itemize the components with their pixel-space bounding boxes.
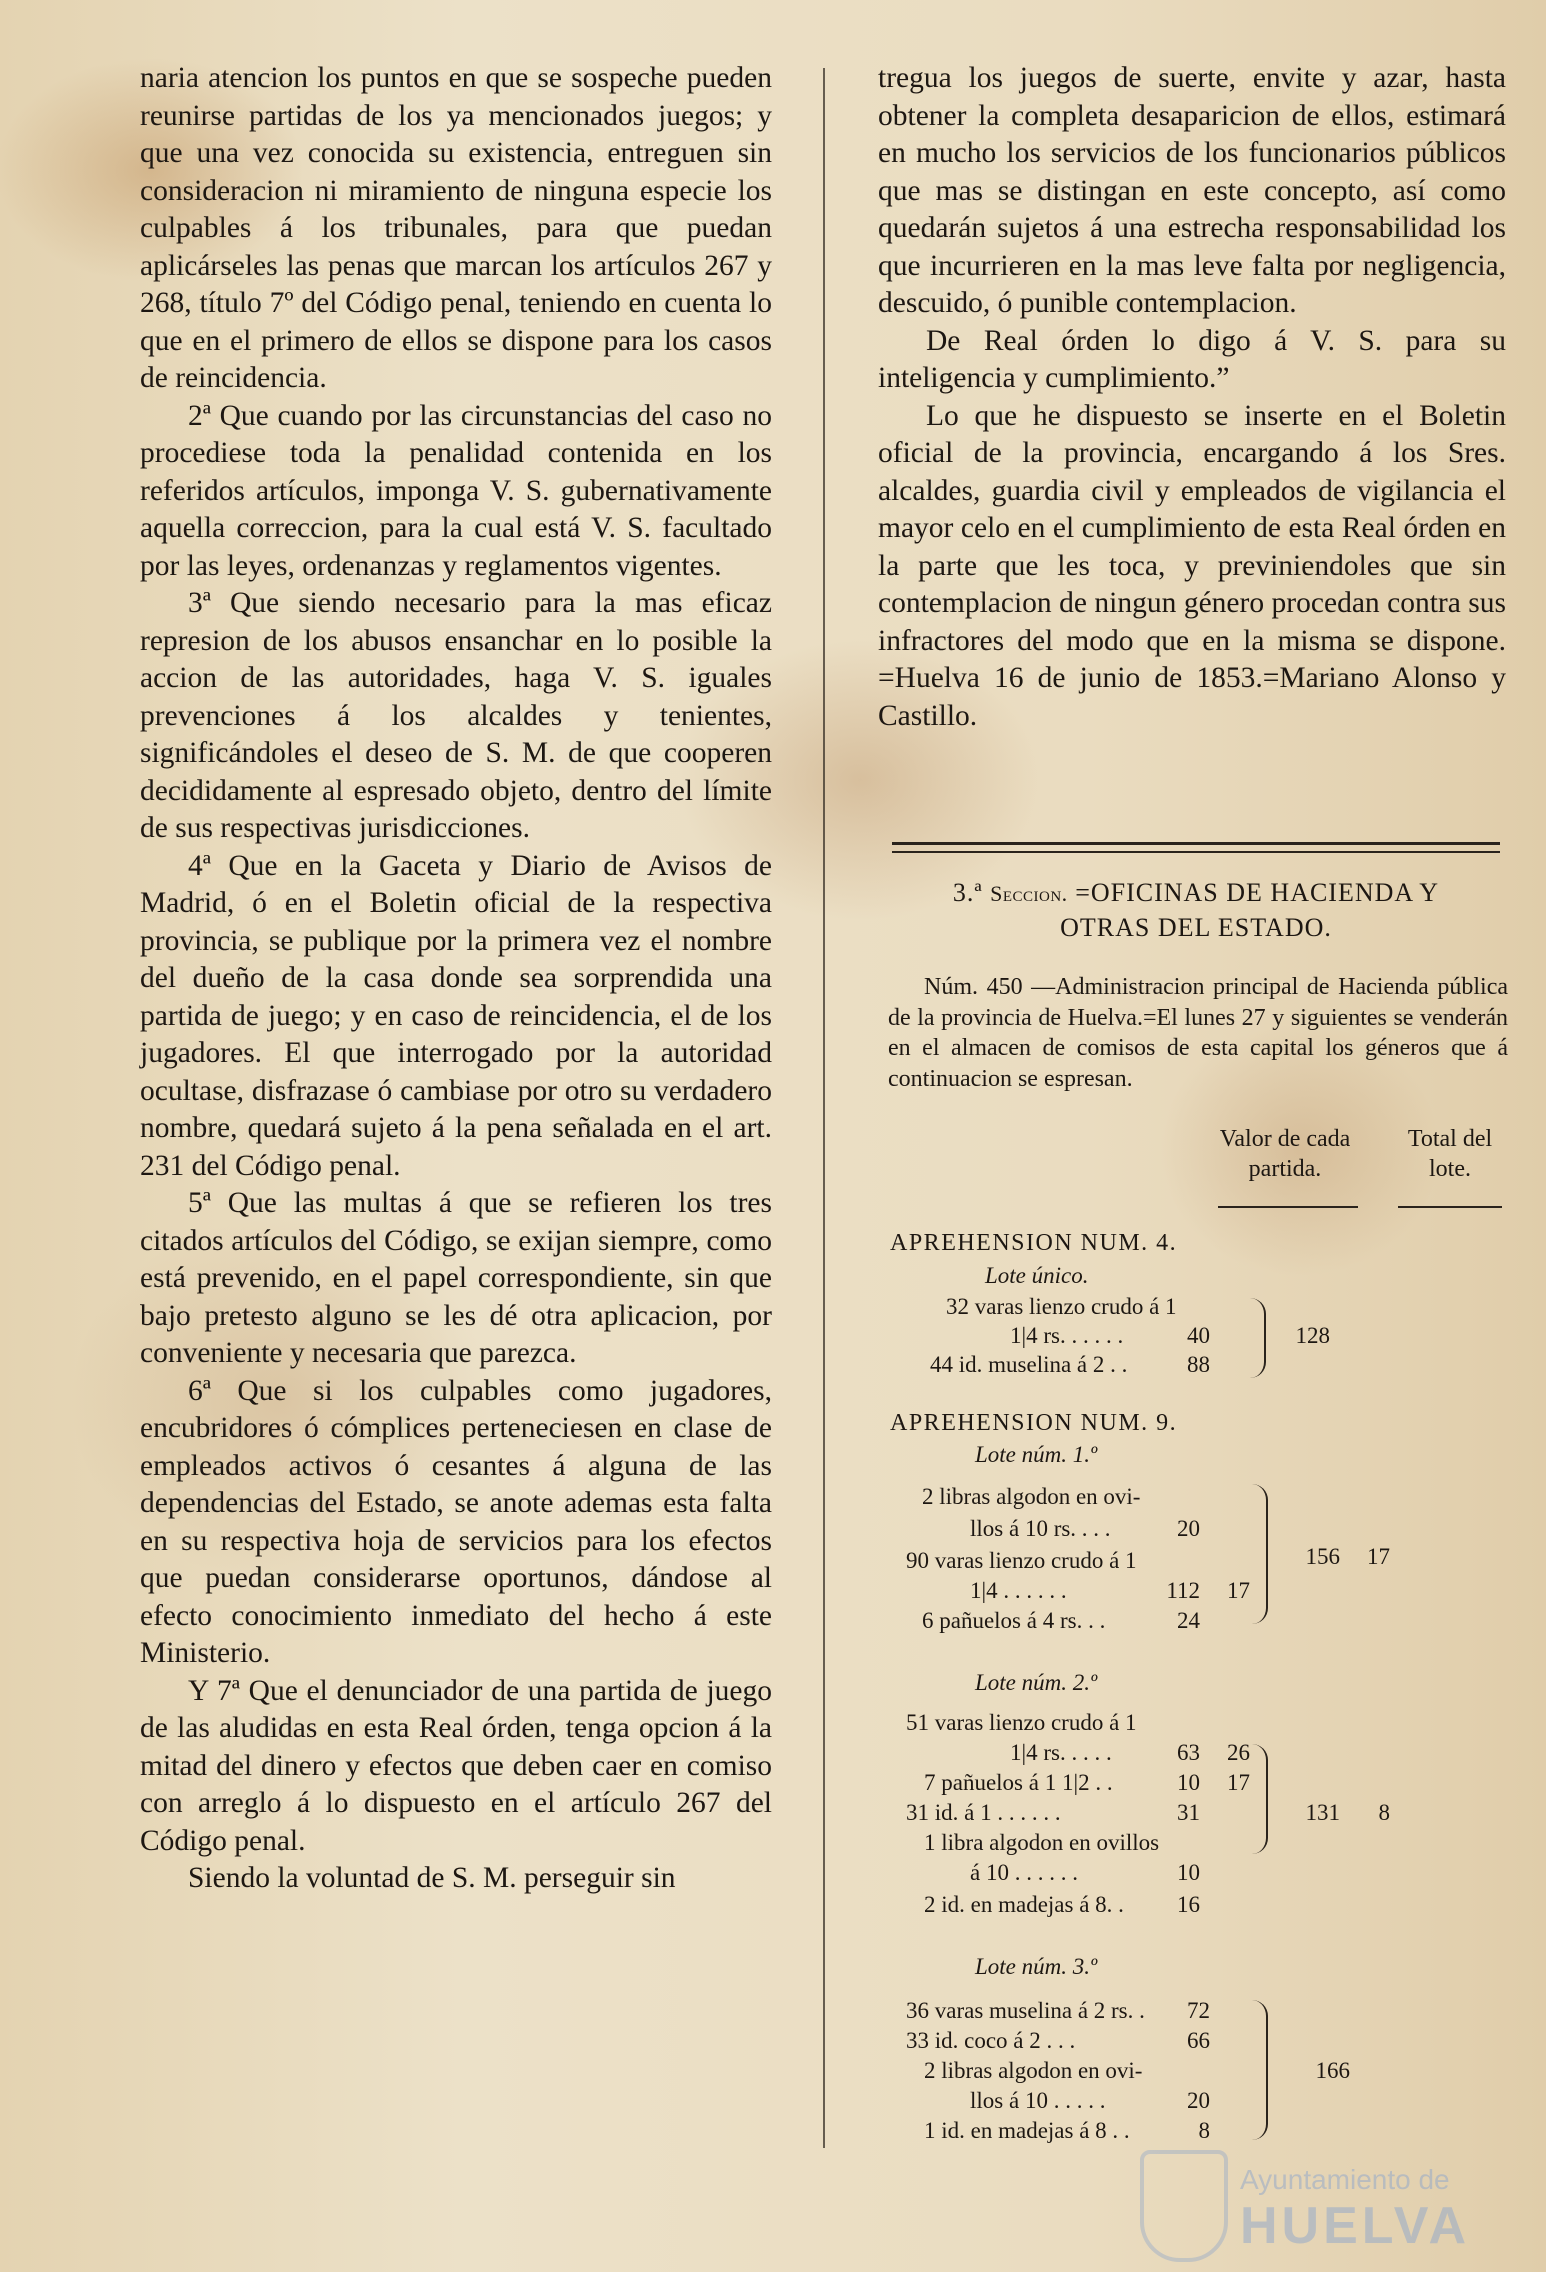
- paragraph: Lo que he dispuesto se inserte en el Boletin oficial de la provincia, encargando á los Sres. alcaldes, guardia civil y empleados de vigilancia el mayor celo en el cumplimiento de esta Real órden en la parte que les toca, y previniendoles que sin contemplacion de ningun género procedan contra sus infractores del modo que en la misma se dispone. =Huelva 16 de junio de 1853.=Mariano Alonso y Castillo.: [878, 399, 1506, 732]
- value-column-header: Valor de cada partida.: [1219, 1126, 1351, 1182]
- item-line: 31 id. á 1 . . . . . .: [906, 1800, 1061, 1825]
- aprehension-title: APREHENSION NUM. 4.: [890, 1230, 1178, 1256]
- item-line: 32 varas lienzo crudo á 1: [946, 1294, 1177, 1319]
- item-line: 1|4 rs. . . . . .: [1010, 1323, 1124, 1348]
- lote-title: Lote núm. 2.º: [975, 1670, 1098, 1695]
- total-column-header: Total del lote.: [1407, 1126, 1493, 1182]
- item-value: 16: [1177, 1892, 1200, 1917]
- item-cents: 17: [1227, 1770, 1250, 1795]
- item-cents: 17: [1227, 1578, 1250, 1603]
- paragraph: 2ª Que cuando por las circunstancias del caso no procediese toda la penalidad contenida en los referidos artículos, imponga V. S. gubernativamente aquella correccion, para la cual está V. S. facultado por las leyes, ordenanzas y reglamentos vigentes.: [140, 399, 772, 582]
- lote-total-cents: 17: [1367, 1544, 1390, 1569]
- item-value: 20: [1187, 2088, 1210, 2113]
- section-prefix: 3.ª: [952, 878, 983, 907]
- item-line: 1|4 rs. . . . .: [1010, 1740, 1112, 1765]
- item-line: á 10 . . . . . .: [970, 1860, 1078, 1885]
- item-line: 7 pañuelos á 1 1|2 . .: [924, 1770, 1113, 1795]
- header-underline: [1398, 1206, 1502, 1208]
- item-value: 40: [1187, 1323, 1210, 1348]
- goods-list: [890, 1228, 1510, 2148]
- item-line: 2 libras algodon en ovi-: [924, 2058, 1143, 2083]
- lote-title: Lote núm. 3.º: [975, 1954, 1098, 1979]
- paragraph: 3ª Que siendo necesario para la mas eficaz represion de los abusos ensanchar en lo posible la accion de las autoridades, haga V. S. iguales prevenciones á los alcaldes y tenientes, significándoles el deseo de S. M. de que cooperen decididamente al espresado objeto, dentro del límite de sus respectivas jurisdicciones.: [140, 587, 772, 844]
- item-value: 10: [1177, 1770, 1200, 1795]
- section-title-line2: OTRAS DEL ESTADO.: [1060, 913, 1332, 942]
- section-title-line1: =OFICINAS DE HACIENDA Y: [1075, 878, 1440, 907]
- paragraph: 6ª Que si los culpables como jugadores, encubridores ó cómplices perteneciesen en clase de empleados activos ó cesantes á alguna de las dependencias del Estado, se anote ademas esta falta en su respectiva hoja de servicios para los efectos que puedan considerarse oportunos, dándose al efecto conocimiento inmediato del hecho á este Ministerio.: [140, 1374, 772, 1669]
- paragraph: tregua los juegos de suerte, envite y azar, hasta obtener la completa desaparicion de ellos, estimará en mucho los servicios de los funcionarios públicos que mas se distingan en este concepto, así como quedarán sujetos á una estrecha responsabilidad los que incurrieren en la mas leve falta por negligencia, descuido, ó punible contemplacion.: [878, 62, 1506, 319]
- item-line: 1 libra algodon en ovillos: [924, 1830, 1160, 1855]
- lote-total-cents: 8: [1378, 1800, 1390, 1825]
- lote-total: 166: [1315, 2058, 1350, 2083]
- item-line: 33 id. coco á 2 . . .: [906, 2028, 1076, 2053]
- sale-notice: Núm. 450 —Administracion principal de Hacienda pública de la provincia de Huelva.=El lunes 27 y siguientes se venderán en el almacen de comisos de esta capital los géneros que á continuacion se espresan.: [888, 974, 1508, 1092]
- item-value: 112: [1166, 1578, 1200, 1603]
- paragraph: 4ª Que en la Gaceta y Diario de Avisos de Madrid, ó en el Boletin oficial de la respectiva provincia, se publique por la primera vez el nombre del dueño de la casa donde sea sorprendida una partida de juego; y en caso de reincidencia, el de los jugadores. El que interrogado por la autoridad ocultase, disfrazase ó cambiase por otro su verdadero nombre, quedará sujeto á la pena señalada en el art. 231 del Código penal.: [140, 849, 772, 1182]
- left-column: [140, 60, 772, 1898]
- paragraph: Siendo la voluntad de S. M. perseguir sin: [188, 1862, 676, 1894]
- item-line: 2 id. en madejas á 8. .: [924, 1892, 1124, 1917]
- lote-title: Lote núm. 1.º: [975, 1442, 1098, 1467]
- brace: [1252, 2000, 1268, 2140]
- paragraph: Y 7ª Que el denunciador de una partida de juego de las aludidas en esta Real órden, tenga opcion á la mitad del dinero y efectos que deben caer en comiso con arreglo á lo dispuesto en el artículo 267 del Código penal.: [140, 1674, 772, 1857]
- item-line: llos á 10 . . . . .: [970, 2088, 1106, 2113]
- brace: [1252, 1744, 1268, 1854]
- item-value: 31: [1177, 1800, 1200, 1825]
- item-value: 66: [1187, 2028, 1210, 2053]
- item-cents: 26: [1227, 1740, 1250, 1765]
- item-value: 88: [1187, 1352, 1210, 1377]
- item-value: 8: [1198, 2118, 1210, 2143]
- watermark-line1: Ayuntamiento de: [1240, 2164, 1450, 2195]
- item-value: 24: [1177, 1608, 1200, 1633]
- lote-total: 156: [1305, 1544, 1340, 1569]
- watermark-line2: HUELVA: [1240, 2197, 1471, 2255]
- item-line: 36 varas muselina á 2 rs. .: [906, 1998, 1145, 2023]
- item-line: 44 id. muselina á 2 . .: [930, 1352, 1128, 1377]
- lote-total: 128: [1295, 1323, 1330, 1348]
- column-divider: [823, 68, 825, 2148]
- item-line: 1 id. en madejas á 8 . .: [924, 2118, 1130, 2143]
- paragraph: naria atencion los puntos en que se sospeche pueden reunirse partidas de los ya mencionados juegos; y que una vez conocida su existencia, entreguen sin consideracion ni miramiento de ninguna especie los culpables á los tribunales, para que puedan aplicárseles las penas que marcan los artículos 267 y 268, título 7º del Código penal, teniendo en cuenta lo que en el primero de ellos se dispone para los casos de reincidencia.: [140, 62, 772, 394]
- item-value: 63: [1177, 1740, 1200, 1765]
- item-line: llos á 10 rs. . . .: [970, 1516, 1111, 1541]
- aprehension-title: APREHENSION NUM. 9.: [890, 1410, 1178, 1436]
- lote-total: 131: [1305, 1800, 1340, 1825]
- item-value: 72: [1187, 1998, 1210, 2023]
- section-heading: [892, 876, 1500, 945]
- lote-title: Lote único.: [985, 1263, 1089, 1288]
- shield-icon: [1140, 2150, 1228, 2262]
- section-rule: [892, 842, 1500, 853]
- item-line: 1|4 . . . . . .: [970, 1578, 1067, 1603]
- header-underline: [1218, 1206, 1358, 1208]
- item-value: 10: [1177, 1860, 1200, 1885]
- item-value: 20: [1177, 1516, 1200, 1541]
- item-line: 2 libras algodon en ovi-: [922, 1484, 1141, 1509]
- item-line: 90 varas lienzo crudo á 1: [906, 1548, 1137, 1573]
- item-line: 51 varas lienzo crudo á 1: [906, 1710, 1137, 1735]
- brace: [1250, 1298, 1266, 1378]
- paragraph: De Real órden lo digo á V. S. para su inteligencia y cumplimiento.”: [878, 324, 1506, 394]
- item-line: 6 pañuelos á 4 rs. . .: [922, 1608, 1106, 1633]
- brace: [1252, 1484, 1268, 1624]
- paragraph: 5ª Que las multas á que se refieren los tres citados artículos del Código, se exijan siempre, como está prevenido, en el papel correspondiente, sin que bajo pretesto alguno se les dé otra aplicacion, por conveniente y necesaria que parezca.: [140, 1187, 772, 1369]
- section-label: Seccion.: [990, 881, 1068, 906]
- archive-watermark: [1140, 2150, 1540, 2260]
- right-column: [878, 60, 1506, 735]
